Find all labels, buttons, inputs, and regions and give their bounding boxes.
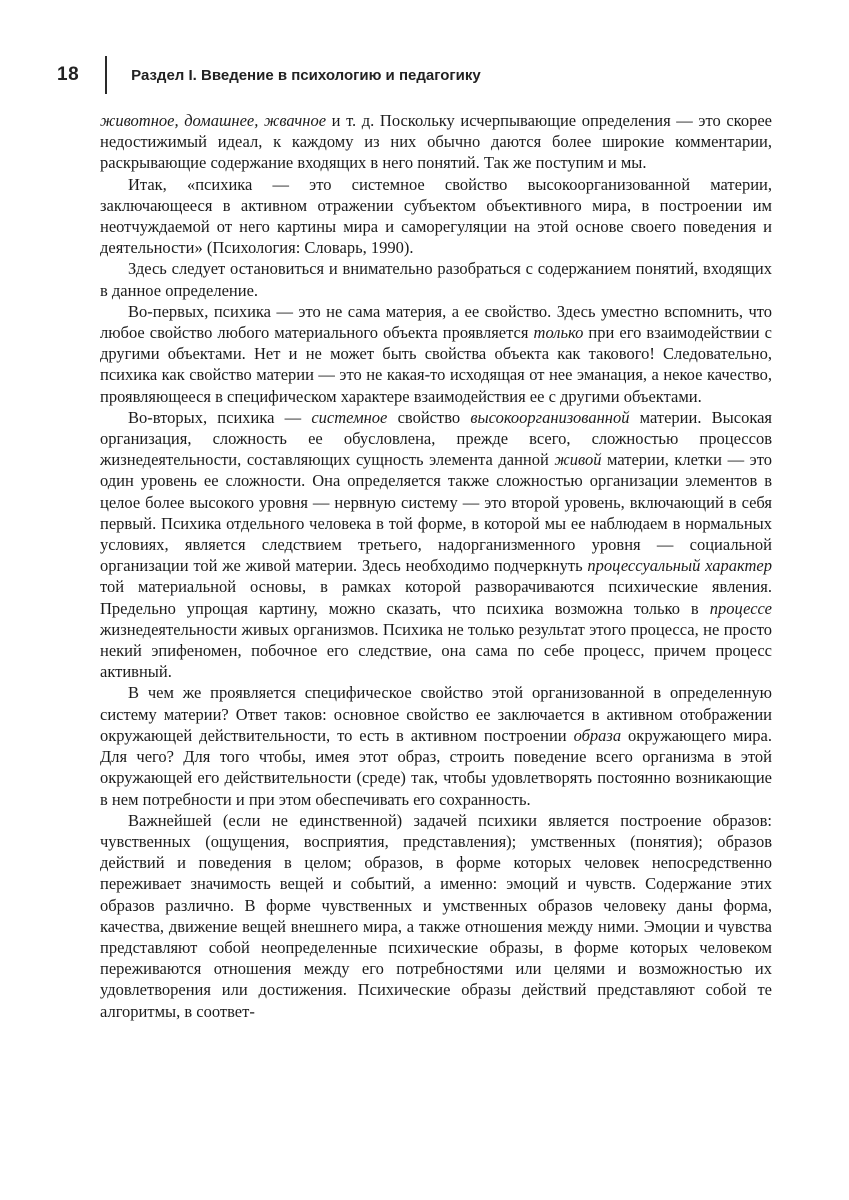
body-text: и т. д. Поскольку исчерпывающие определения — это скорее недостижимый идеал, к каждому из них обычно даются более широкие комментарии, раскрывающие содержание входящих в него понятий. Так же поступим и мы. — [100, 111, 772, 173]
paragraph — [100, 258, 772, 300]
body-text: Во-первых, психика — это не сама материя, а ее свойство. Здесь уместно вспомнить, что любое свойство любого материального объекта проявляется — [100, 301, 772, 343]
body-text: Важнейшей (если не единственной) задачей психики является построение образов: чувственных (ощущения, восприятия, представления); умственных (понятия); образов действий и поведения в целом; образов, в форме которых человек непосредственно переживает значимость вещей и событий, а именно: эмоций и чувств. Содержание этих образов различно. В форме чувственных и умственных образов человеку даны форма, качества, движение вещей внешнего мира, а также отношения между ними. Эмоции и чувства представляют собой неопределенные психические образы, в форме которых человеком переживаются отношения между его потребностями или целями и возможностью их удовлетворения или достижения. Психические образы действий представляют собой те алгоритмы, в соответ- — [100, 810, 772, 1021]
emphasized-text: высокоорганизованной — [470, 407, 630, 427]
body-text: Итак, «психика — это системное свойство высокоорганизованной материи, заключающееся в активном отражении субъектом объективного мира, в построении им неотчуждаемой от него картины мира и саморегуляции на этой основе своего поведения и деятельности» (Психология: Словарь, 1990). — [100, 174, 772, 258]
emphasized-text: системное — [311, 407, 388, 427]
body-text: Здесь следует остановиться и внимательно разобраться с содержанием понятий, входящих в данное определение. — [100, 259, 772, 300]
running-head — [57, 56, 481, 94]
body-text: свойство — [387, 407, 471, 427]
emphasized-text: процессе — [709, 598, 772, 618]
emphasized-text: процессуальный характер — [587, 556, 772, 576]
paragraph — [100, 682, 772, 809]
paragraph — [100, 174, 772, 259]
body-text: материи. Высокая организация, сложность ее обусловлена, прежде всего, сложностью процессов жизнедеятельности, составляющих сущность элемента данной — [100, 407, 773, 470]
emphasized-text: животное, домашнее, жвачное — [100, 111, 327, 130]
body-text: жизнедеятельности живых организмов. Психика не только результат этого процесса, не просто некий эпифеномен, побочное его следствие, она сама по себе процесс, причем процесс активный. — [100, 619, 772, 682]
paragraph — [100, 301, 772, 407]
body-text: Во-вторых, психика — — [128, 407, 312, 427]
body-text: В чем же проявляется специфическое свойство этой организованной в определенную систему материи? Ответ таков: основное свойство ее заключается в активном отображении окружающей действительности, то есть в активном построении — [100, 683, 772, 745]
paragraph — [100, 110, 772, 174]
paragraph — [100, 810, 772, 1022]
page-number: 18 — [57, 64, 80, 85]
header-divider — [105, 56, 107, 94]
page-body — [100, 110, 772, 1022]
emphasized-text: живой — [554, 450, 602, 470]
body-text: той материальной основы, в рамках которой разворачиваются психические явления. Предельно упрощая картину, можно сказать, что психика возможна только в — [100, 577, 772, 618]
body-text: при его взаимодействии с другими объектами. Нет и не может быть свойства объекта как такового! Следовательно, психика как свойство материи — это не какая-то исходящая от нее эманация, а некое качество, проявляющееся в специфическом характере взаимодействия ее с другими объектами. — [100, 323, 772, 406]
emphasized-text: образа — [573, 725, 622, 745]
section-title: Раздел I. Введение в психологию и педагогику — [131, 66, 481, 84]
body-text: окружающего мира. Для чего? Для того чтобы, имея этот образ, строить поведение всего организма в этой окружающей его действительности (среде) так, чтобы удовлетворять постоянно возникающие в нем потребности и при этом обеспечивать его сохранность. — [100, 725, 772, 809]
emphasized-text: только — [533, 323, 584, 343]
paragraph — [100, 407, 772, 683]
body-text: материи, клетки — это один уровень ее сложности. Она определяется также сложностью организации элементов в целое более высокого уровня — нервную систему — это второй уровень, включающий в себя первый. Психика отдельного человека в той форме, в которой мы ее наблюдаем в нормальных условиях, является следствием третьего, надорганизменного уровня — социальной организации той же живой материи. Здесь необходимо подчеркнуть — [100, 450, 772, 576]
